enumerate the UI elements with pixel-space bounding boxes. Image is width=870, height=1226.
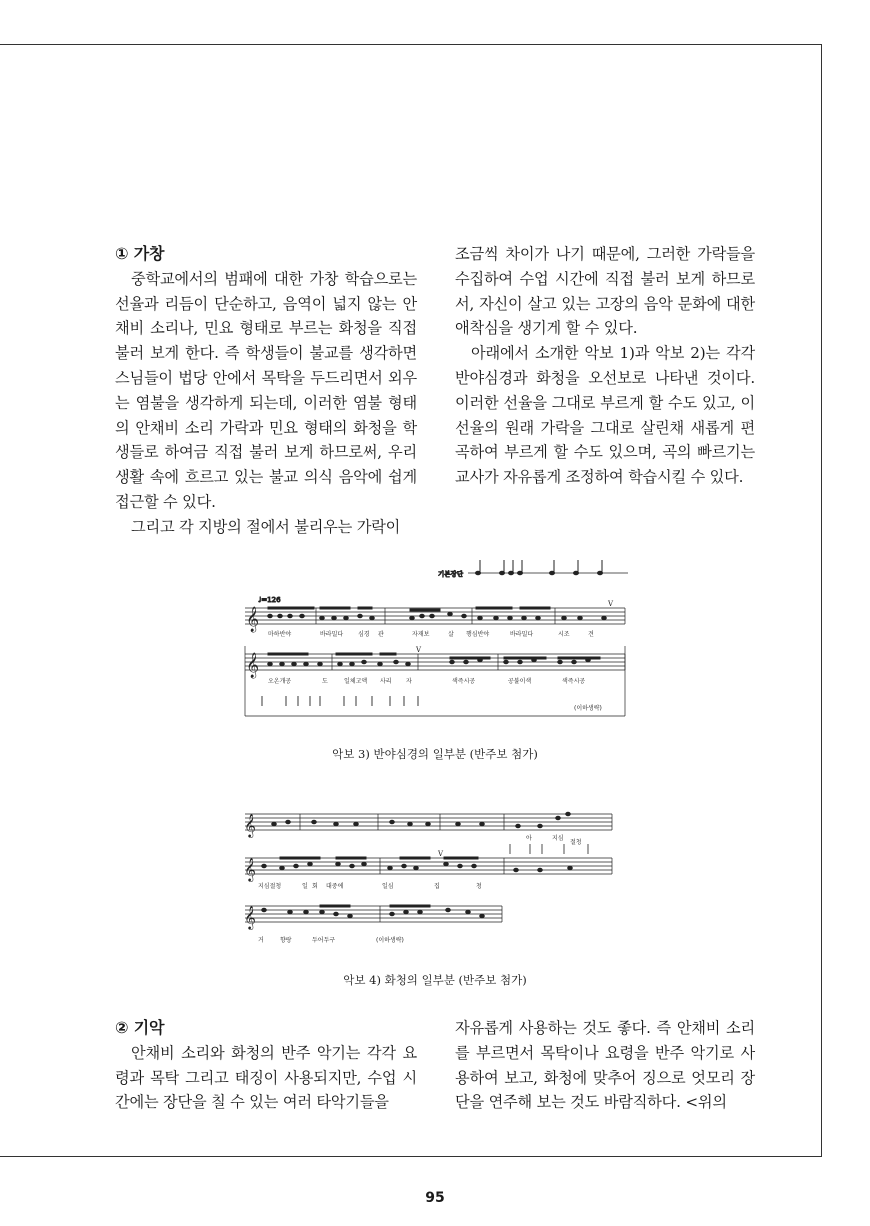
staff-2-lyrics xyxy=(258,882,482,890)
breath-mark: V xyxy=(608,600,614,608)
staff-1-lyrics xyxy=(268,630,594,638)
svg-text:일: 일 xyxy=(302,883,308,890)
svg-text:지심절청: 지심절청 xyxy=(258,883,282,890)
svg-text:일체고액: 일체고액 xyxy=(344,678,368,685)
tempo-mark: ♩=126 xyxy=(258,596,281,604)
column-singing xyxy=(115,242,417,540)
staff-2 xyxy=(245,654,625,670)
staff-2-lyrics xyxy=(268,677,585,685)
svg-text:도: 도 xyxy=(322,678,328,685)
svg-text:오온개공: 오온개공 xyxy=(268,678,292,685)
staff-3-notes xyxy=(262,905,485,918)
rhythm-notes xyxy=(476,560,603,575)
breath-mark: V xyxy=(438,850,444,858)
top-border-rule xyxy=(0,44,822,45)
svg-text:색즉시공: 색즉시공 xyxy=(562,678,586,685)
svg-text:바라밀다: 바라밀다 xyxy=(510,631,534,638)
treble-clef: 𝄞 xyxy=(244,905,256,929)
treble-clef: 𝄞 xyxy=(244,813,256,837)
svg-text:시조: 시조 xyxy=(558,631,570,638)
svg-text:행심반야: 행심반야 xyxy=(466,631,490,638)
treble-clef: 𝄞 xyxy=(246,653,260,678)
svg-text:절청: 절청 xyxy=(570,839,582,846)
staff-2 xyxy=(245,858,612,874)
paragraph: 중학교에서의 범패에 대한 가창 학습으로는 선율과 리듬이 단순하고, 음역이 넓지 않는 안채비 소리나, 민요 형태로 부르는 화청을 직접 불러 보게 한다. 즉 학생들이 불교를 생각하면 스님들이 법당 안에서 목탁을 두드리면서 외우는 염불을 생각하게 되는데, 이러한 염불 형태의 안채비 소리 가락과 민요 형태의 화청을 학생들로 하여금 직접 불러 보게 하므로써, 우리 생활 속에 흐르고 있는 불교 의식 음악에 쉽게 접근할 수 있다. xyxy=(115,269,417,511)
svg-text:회: 회 xyxy=(312,883,318,890)
svg-text:자재보: 자재보 xyxy=(412,631,430,638)
svg-text:살: 살 xyxy=(448,631,454,638)
column-singing-continued xyxy=(455,242,755,490)
svg-text:지심: 지심 xyxy=(552,835,564,842)
svg-text:관: 관 xyxy=(378,631,384,638)
staff-2-notes xyxy=(268,653,600,666)
svg-text:(이하생략): (이하생략) xyxy=(376,937,404,944)
staff-1-notes xyxy=(268,607,607,620)
column-instrumental xyxy=(115,1016,417,1115)
column-instrumental-continued xyxy=(455,1016,755,1115)
score-4-caption: 악보 4) 화청의 일부분 (반주보 첨가) xyxy=(343,973,527,987)
svg-text:바라밀다: 바라밀다 xyxy=(320,631,344,638)
paragraph: 자유롭게 사용하는 것도 좋다. 즉 안채비 소리를 부르면서 목탁이나 요령을 반주 악기로 사용하여 보고, 화청에 맞추어 징으로 엇모리 장단을 연주해 보는 것도 바람직하다. <위의 xyxy=(455,1019,755,1112)
svg-text:향랑: 향랑 xyxy=(280,937,292,944)
bottom-border-rule xyxy=(0,1156,822,1157)
svg-text:공불이색: 공불이색 xyxy=(508,678,532,685)
rhythm-label: 기본장단 xyxy=(438,570,464,578)
svg-text:두어두구: 두어두구 xyxy=(312,937,336,944)
svg-text:대중에: 대중에 xyxy=(326,883,344,890)
staff-3-lyrics xyxy=(258,936,404,944)
svg-text:견: 견 xyxy=(588,631,594,638)
staff-1-notes xyxy=(272,812,571,827)
continuation-note: (이하생략) xyxy=(574,705,602,712)
page-number: 95 xyxy=(425,1190,445,1206)
right-border-rule xyxy=(821,44,822,1156)
svg-text:집: 집 xyxy=(434,883,440,890)
treble-clef: 𝄞 xyxy=(244,857,256,881)
music-score-4 xyxy=(240,800,630,954)
music-score-3 xyxy=(240,556,640,742)
breath-mark: V xyxy=(416,646,422,654)
paragraph: 그리고 각 지방의 절에서 불리우는 가락이 xyxy=(131,517,401,536)
paragraph: 안채비 소리와 화청의 반주 악기는 각각 요령과 목탁 그리고 태징이 사용되지만, 수업 시간에는 장단을 칠 수 있는 여러 타악기들을 xyxy=(115,1043,417,1112)
paragraph: 조금씩 차이가 나기 때문에, 그러한 가락들을 수집하여 수업 시간에 직접 불러 보게 하므로서, 자신이 살고 있는 고장의 음악 문화에 대한 애착심을 생기게 할 수 있다. xyxy=(455,245,755,338)
svg-text:마하반야: 마하반야 xyxy=(268,631,292,638)
svg-text:사리: 사리 xyxy=(380,678,392,685)
section-heading-instrumental: ② 기악 xyxy=(115,1018,165,1037)
accompaniment-rhythm xyxy=(262,696,418,706)
svg-text:색즉시공: 색즉시공 xyxy=(452,678,476,685)
section-heading-singing: ① 가창 xyxy=(115,244,165,263)
svg-text:일심: 일심 xyxy=(382,883,394,890)
staff-3 xyxy=(245,906,502,922)
svg-text:아: 아 xyxy=(526,835,532,842)
svg-text:청: 청 xyxy=(476,883,482,890)
svg-text:거: 거 xyxy=(258,937,264,944)
treble-clef: 𝄞 xyxy=(246,607,260,632)
score-3-caption: 악보 3) 반야심경의 일부분 (반주보 첨가) xyxy=(332,747,538,761)
staff-1-lyrics xyxy=(526,834,582,846)
paragraph: 아래에서 소개한 악보 1)과 악보 2)는 각각 반야심경과 화청을 오선보로 나타낸 것이다. 이러한 선율을 그대로 부르게 할 수도 있고, 이 선율의 원래 가락을 그대로 살린채 새롭게 편곡하여 부르게 할 수도 있으며, 곡의 빠르기는 교사가 자유롭게 조정하여 학습시킬 수 있다. xyxy=(455,344,755,487)
staff-2-notes xyxy=(262,857,573,872)
svg-text:자: 자 xyxy=(406,678,412,685)
svg-text:심경: 심경 xyxy=(358,631,370,638)
